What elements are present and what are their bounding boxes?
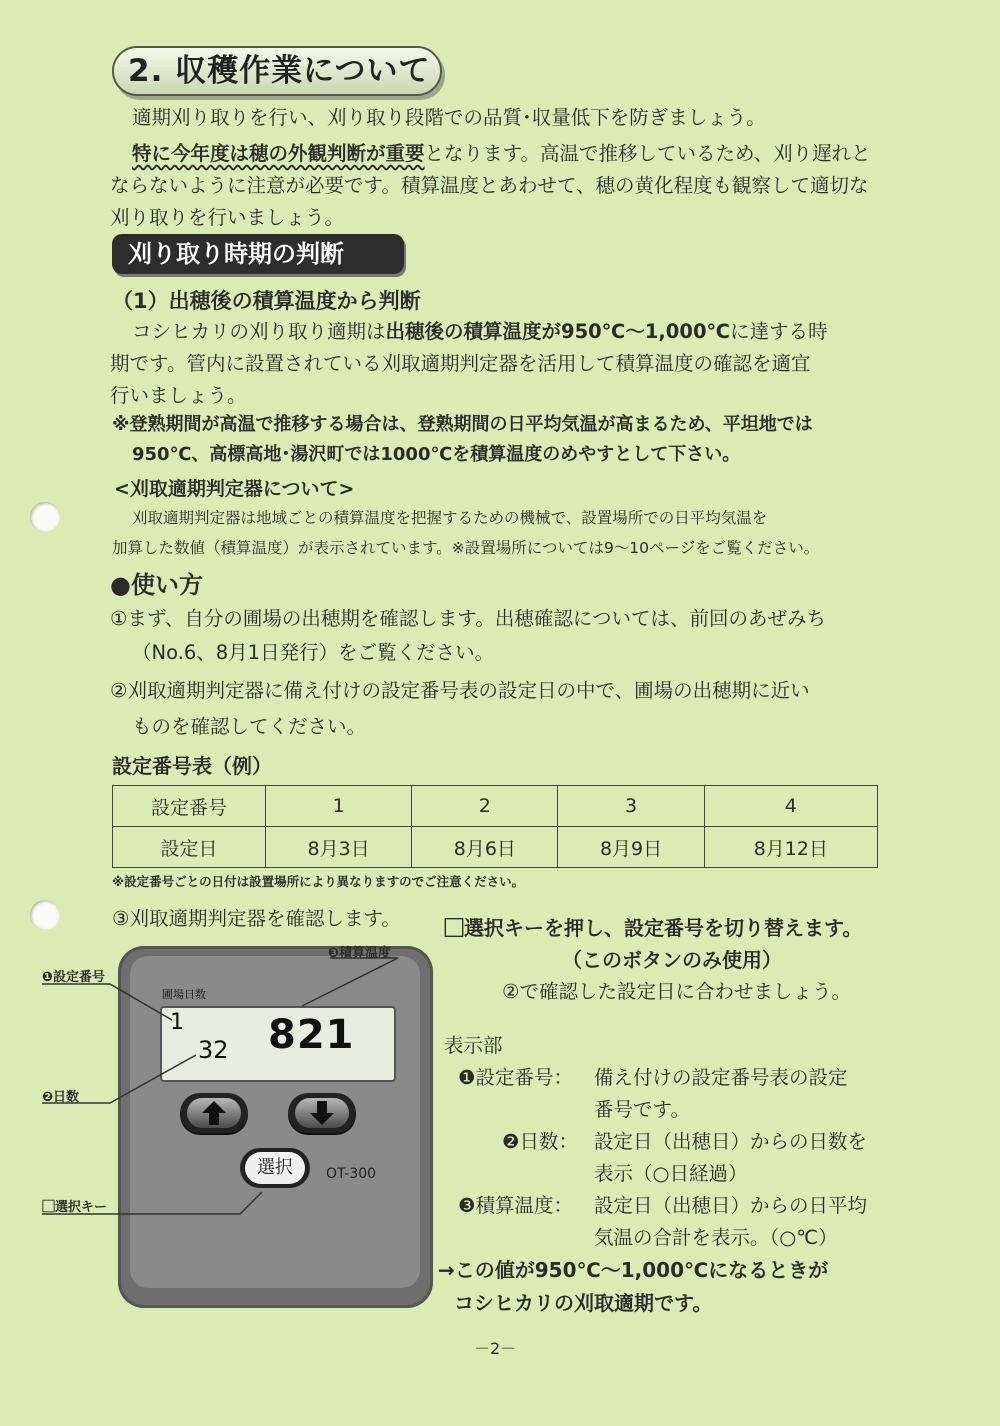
display-desc-3-label: ❸積算温度： — [458, 1194, 573, 1217]
display-desc-1-label: ❶設定番号： — [458, 1066, 573, 1089]
step2-line-1: ②刈取適期判定器に備え付けの設定番号表の設定日の中で、圃場の出穂期に近い — [110, 679, 810, 702]
display-setting-number: 1 — [170, 1010, 184, 1035]
display-desc-3-line-2: 気温の合計を表示。（○℃） — [594, 1226, 838, 1249]
step3: ③刈取適期判定器を確認します。 — [112, 907, 401, 930]
intro-line-4: 刈り取りを行いましょう。 — [110, 206, 345, 229]
display-desc-2-label: ❷日数： — [502, 1130, 578, 1153]
table-cell: 8月3日 — [266, 827, 412, 868]
about-heading: <刈取適期判定器について> — [114, 478, 355, 500]
about-line-2: 加算した数値（積算温度）が表示されています。※設置場所については9～10ページをご覧ください。 — [112, 539, 820, 557]
page-number: －2－ — [474, 1339, 517, 1358]
note-line-1: ※登熟期間が高温で推移する場合は、登熟期間の日平均気温が高まるため、平坦地では — [112, 414, 813, 435]
about-line-1: 刈取適期判定器は地域ごとの積算温度を把握するための機械で、設置場所での日平均気温を — [132, 509, 768, 527]
usage-heading: ●使い方 — [110, 571, 203, 599]
step1-line-1: ①まず、自分の圃場の出穂期を確認します。出穂確認については、前回のあぜみち — [110, 607, 826, 630]
key-line-2: （このボタンのみ使用） — [562, 948, 782, 972]
field-days-label: 圃場日数 — [162, 988, 206, 1001]
section-title: 2. 収穫作業について — [112, 46, 442, 96]
table-cell: 3 — [558, 786, 704, 827]
table-cell: 8月12日 — [704, 827, 877, 868]
table-title: 設定番号表（例） — [112, 754, 272, 778]
table-header-cell: 設定番号 — [113, 786, 266, 827]
table-cell: 8月9日 — [558, 827, 704, 868]
callout-accumulated-temp: ❸積算温度 — [328, 946, 392, 961]
note-line-2: 950℃、高標高地･湯沢町では1000℃を積算温度のめやすとして下さい。 — [132, 444, 741, 465]
sub1-bold: 出穂後の積算温度が950℃～1,000℃ — [385, 320, 731, 343]
table-cell: 8月6日 — [412, 827, 558, 868]
conclusion — [438, 1254, 828, 1320]
intro-line-1: 適期刈り取りを行い、刈り取り段階での品質･収量低下を防ぎましょう。 — [132, 106, 766, 129]
display-temp: 821 — [268, 1012, 355, 1058]
intro-line-2-rest: となります。高温で推移しているため、刈り遅れと — [424, 142, 871, 165]
table-header-cell: 設定日 — [113, 827, 266, 868]
intro-emphasis: 特に今年度は穂の外観判断が重要 — [132, 142, 425, 165]
select-key-label: 選択 — [245, 1152, 305, 1184]
subheading-accumulated-temp: （1）出穂後の積算温度から判断 — [112, 289, 421, 313]
display-desc-1-line-1: 備え付けの設定番号表の設定 — [594, 1066, 848, 1089]
callout-select-key: ⃞選択キー — [42, 1200, 108, 1215]
model-label: OT-300 — [326, 1166, 377, 1182]
display-desc-2 — [594, 1126, 867, 1190]
conclusion-line-1: →この値が950℃～1,000℃になるときが — [438, 1258, 829, 1282]
callout-days: ❷日数 — [42, 1090, 80, 1105]
sub1-line-3: 行いましょう。 — [110, 384, 247, 407]
table-cell: 4 — [704, 786, 877, 827]
display-desc-3-line-1: 設定日（出穂日）からの日平均 — [594, 1194, 868, 1217]
display-days: 32 — [198, 1036, 229, 1064]
table-note: ※設定番号ごとの日付は設置場所により異なりますのでご注意ください。 — [112, 874, 525, 889]
display-section-label: 表示部 — [444, 1034, 503, 1057]
callout-setting-number: ❶設定番号 — [42, 970, 106, 985]
sub1-pre: コシヒカリの刈り取り適期は — [132, 320, 386, 343]
harvest-timing-tag: 刈り取り時期の判断 — [112, 234, 404, 274]
display-desc-1-line-2: 番号です。 — [594, 1098, 690, 1121]
display-desc-2-line-1: 設定日（出穂日）からの日数を — [594, 1130, 868, 1153]
display-desc-3 — [594, 1190, 867, 1254]
sub1-post: に達する時 — [730, 320, 828, 343]
key-line-3: ②で確認した設定日に合わせましょう。 — [502, 980, 851, 1003]
sub1-line-2: 期です。管内に設置されている刈取適期判定器を活用して積算温度の確認を適宜 — [110, 352, 811, 375]
display-desc-2-line-2: 表示（○日経過） — [594, 1162, 748, 1185]
table-cell: 1 — [266, 786, 412, 827]
step2-line-2: ものを確認してください。 — [132, 715, 367, 738]
key-line-1: ⃞選択キーを押し、設定番号を切り替えます。 — [444, 916, 863, 940]
select-key-instructions — [444, 912, 884, 976]
table-cell: 2 — [412, 786, 558, 827]
conclusion-line-2: コシヒカリの刈取適期です。 — [454, 1291, 713, 1315]
intro-line-3: ならないように注意が必要です。積算温度とあわせて、穂の黄化程度も観察して適切な — [110, 174, 869, 197]
display-desc-1 — [594, 1062, 848, 1126]
step1-line-2: （No.6、8月1日発行）をご覧ください。 — [132, 641, 495, 664]
